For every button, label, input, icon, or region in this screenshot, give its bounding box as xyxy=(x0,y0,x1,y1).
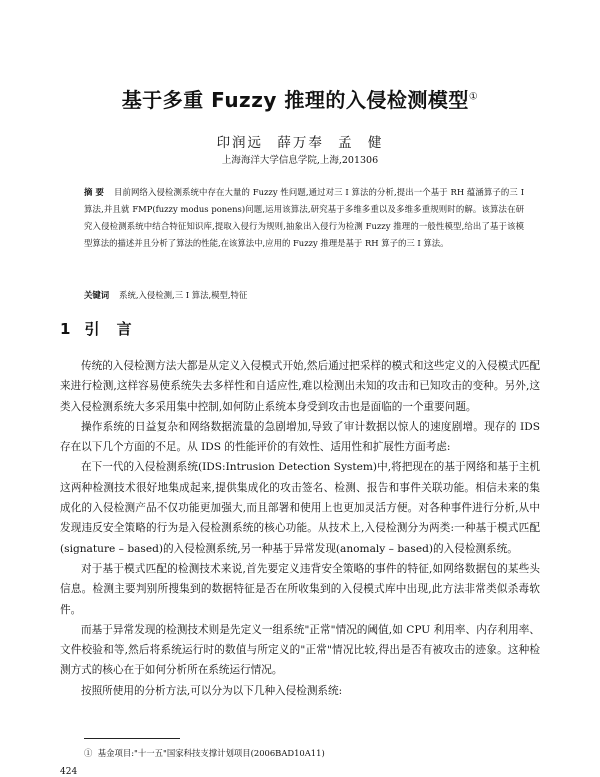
paper-title xyxy=(0,84,600,113)
paragraph: 按照所使用的分析方法,可以分为以下几种入侵检测系统: xyxy=(81,684,343,697)
keywords-label: 关键词 xyxy=(84,290,110,300)
paragraph: 传统的入侵检测方法大都是从定义入侵模式开始,然后通过把采样的模式和这些定义的入侵模式匹配来进行检测,这样容易使系统失去多样性和自适应性,难以检测出未知的攻击和已知攻击的变种。另外,这类入侵检测系统大多采用集中控制,如何防止系统本身受到攻击也是面临的一个重要问题。 xyxy=(60,360,540,413)
paragraph: 对于基于模式匹配的检测技术来说,首先要定义违背安全策略的事件的特征,如网络数据包的某些头信息。检测主要判别所搜集到的数据特征是否在所收集到的入侵模式库中出现,此方法非常类似杀毒软件。 xyxy=(60,562,540,616)
paragraph: 在下一代的入侵检测系统(IDS:Intrusion Detection System)中,将把现在的基于网络和基于主机这两种检测技术很好地集成起来,提供集成化的攻击签名、检测、报告和事件关联功能。相信未来的集成化的入侵检测产品不仅功能更加强大,而且部署和使用上也更加灵活方便。对各种事件进行分析,从中发现违反安全策略的行为是入侵检测系统的核心功能。从技术上,入侵检测分为两类:一种基于模式匹配(signature – based)的入侵检测系统,另一种基于异常发现(anomaly – based)的入侵检测系统。 xyxy=(60,461,540,555)
page-number: 424 xyxy=(60,767,78,777)
body-text xyxy=(60,356,540,701)
author-list: 印润远 薛万奉 孟 健 xyxy=(216,135,384,151)
paragraph: 操作系统的日益复杂和网络数据流量的急剧增加,导致了审计数据以惊人的速度剧增。现存的 IDS 存在以下几个方面的不足。从 IDS 的性能评价的有效性、适用性和扩展性方面考虑: xyxy=(60,420,540,454)
section-title: 引 言 xyxy=(84,320,138,338)
abstract-text: 目前网络入侵检测系统中存在大量的 Fuzzy 性问题,通过对三 I 算法的分析,提出一个基于 RH 蕴涵算子的三 I 算法,并且就 FMP(fuzzy modus ponens)问题,运用该算法,研究基于多维多重以及多维多重规则时的解。该算法在研究入侵检测系统中结合特征知识库,提取入侵行为规则,抽象出入侵行为检测 Fuzzy 推理的一般性模型,给出了基于该模型算法的描述并且分析了算法的性能,在该算法中,应用的 Fuzzy 推理是基于 RH 算子的三 I 算法。 xyxy=(84,187,524,248)
abstract-label: 摘 要 xyxy=(84,187,105,197)
title-text: 基于多重 Fuzzy 推理的入侵检测模型 xyxy=(121,88,469,112)
affiliation: 上海海洋大学信息学院,上海,201306 xyxy=(221,155,379,166)
paragraph: 而基于异常发现的检测技术则是先定义一组系统"正常"情况的阈值,如 CPU 利用率、内存利用率、文件校验和等,然后将系统运行时的数值与所定义的"正常"情况比较,得出是否有被攻击的迹象。这种检测方式的核心在于如何分析所在系统运行情况。 xyxy=(60,623,540,677)
title-footnote-mark: ① xyxy=(468,91,479,103)
footnote-text: 基金项目:"十一五"国家科技支撑计划项目(2006BAD10A11) xyxy=(97,748,325,758)
section-heading xyxy=(60,318,138,339)
section-number: 1 xyxy=(60,320,71,338)
footnote-divider xyxy=(84,738,180,739)
footnote xyxy=(84,747,325,759)
keywords-text: 系统,入侵检测,三 I 算法,模型,特征 xyxy=(119,290,248,300)
abstract xyxy=(84,184,524,252)
keywords xyxy=(84,289,524,301)
footnote-mark: ① xyxy=(84,748,93,758)
